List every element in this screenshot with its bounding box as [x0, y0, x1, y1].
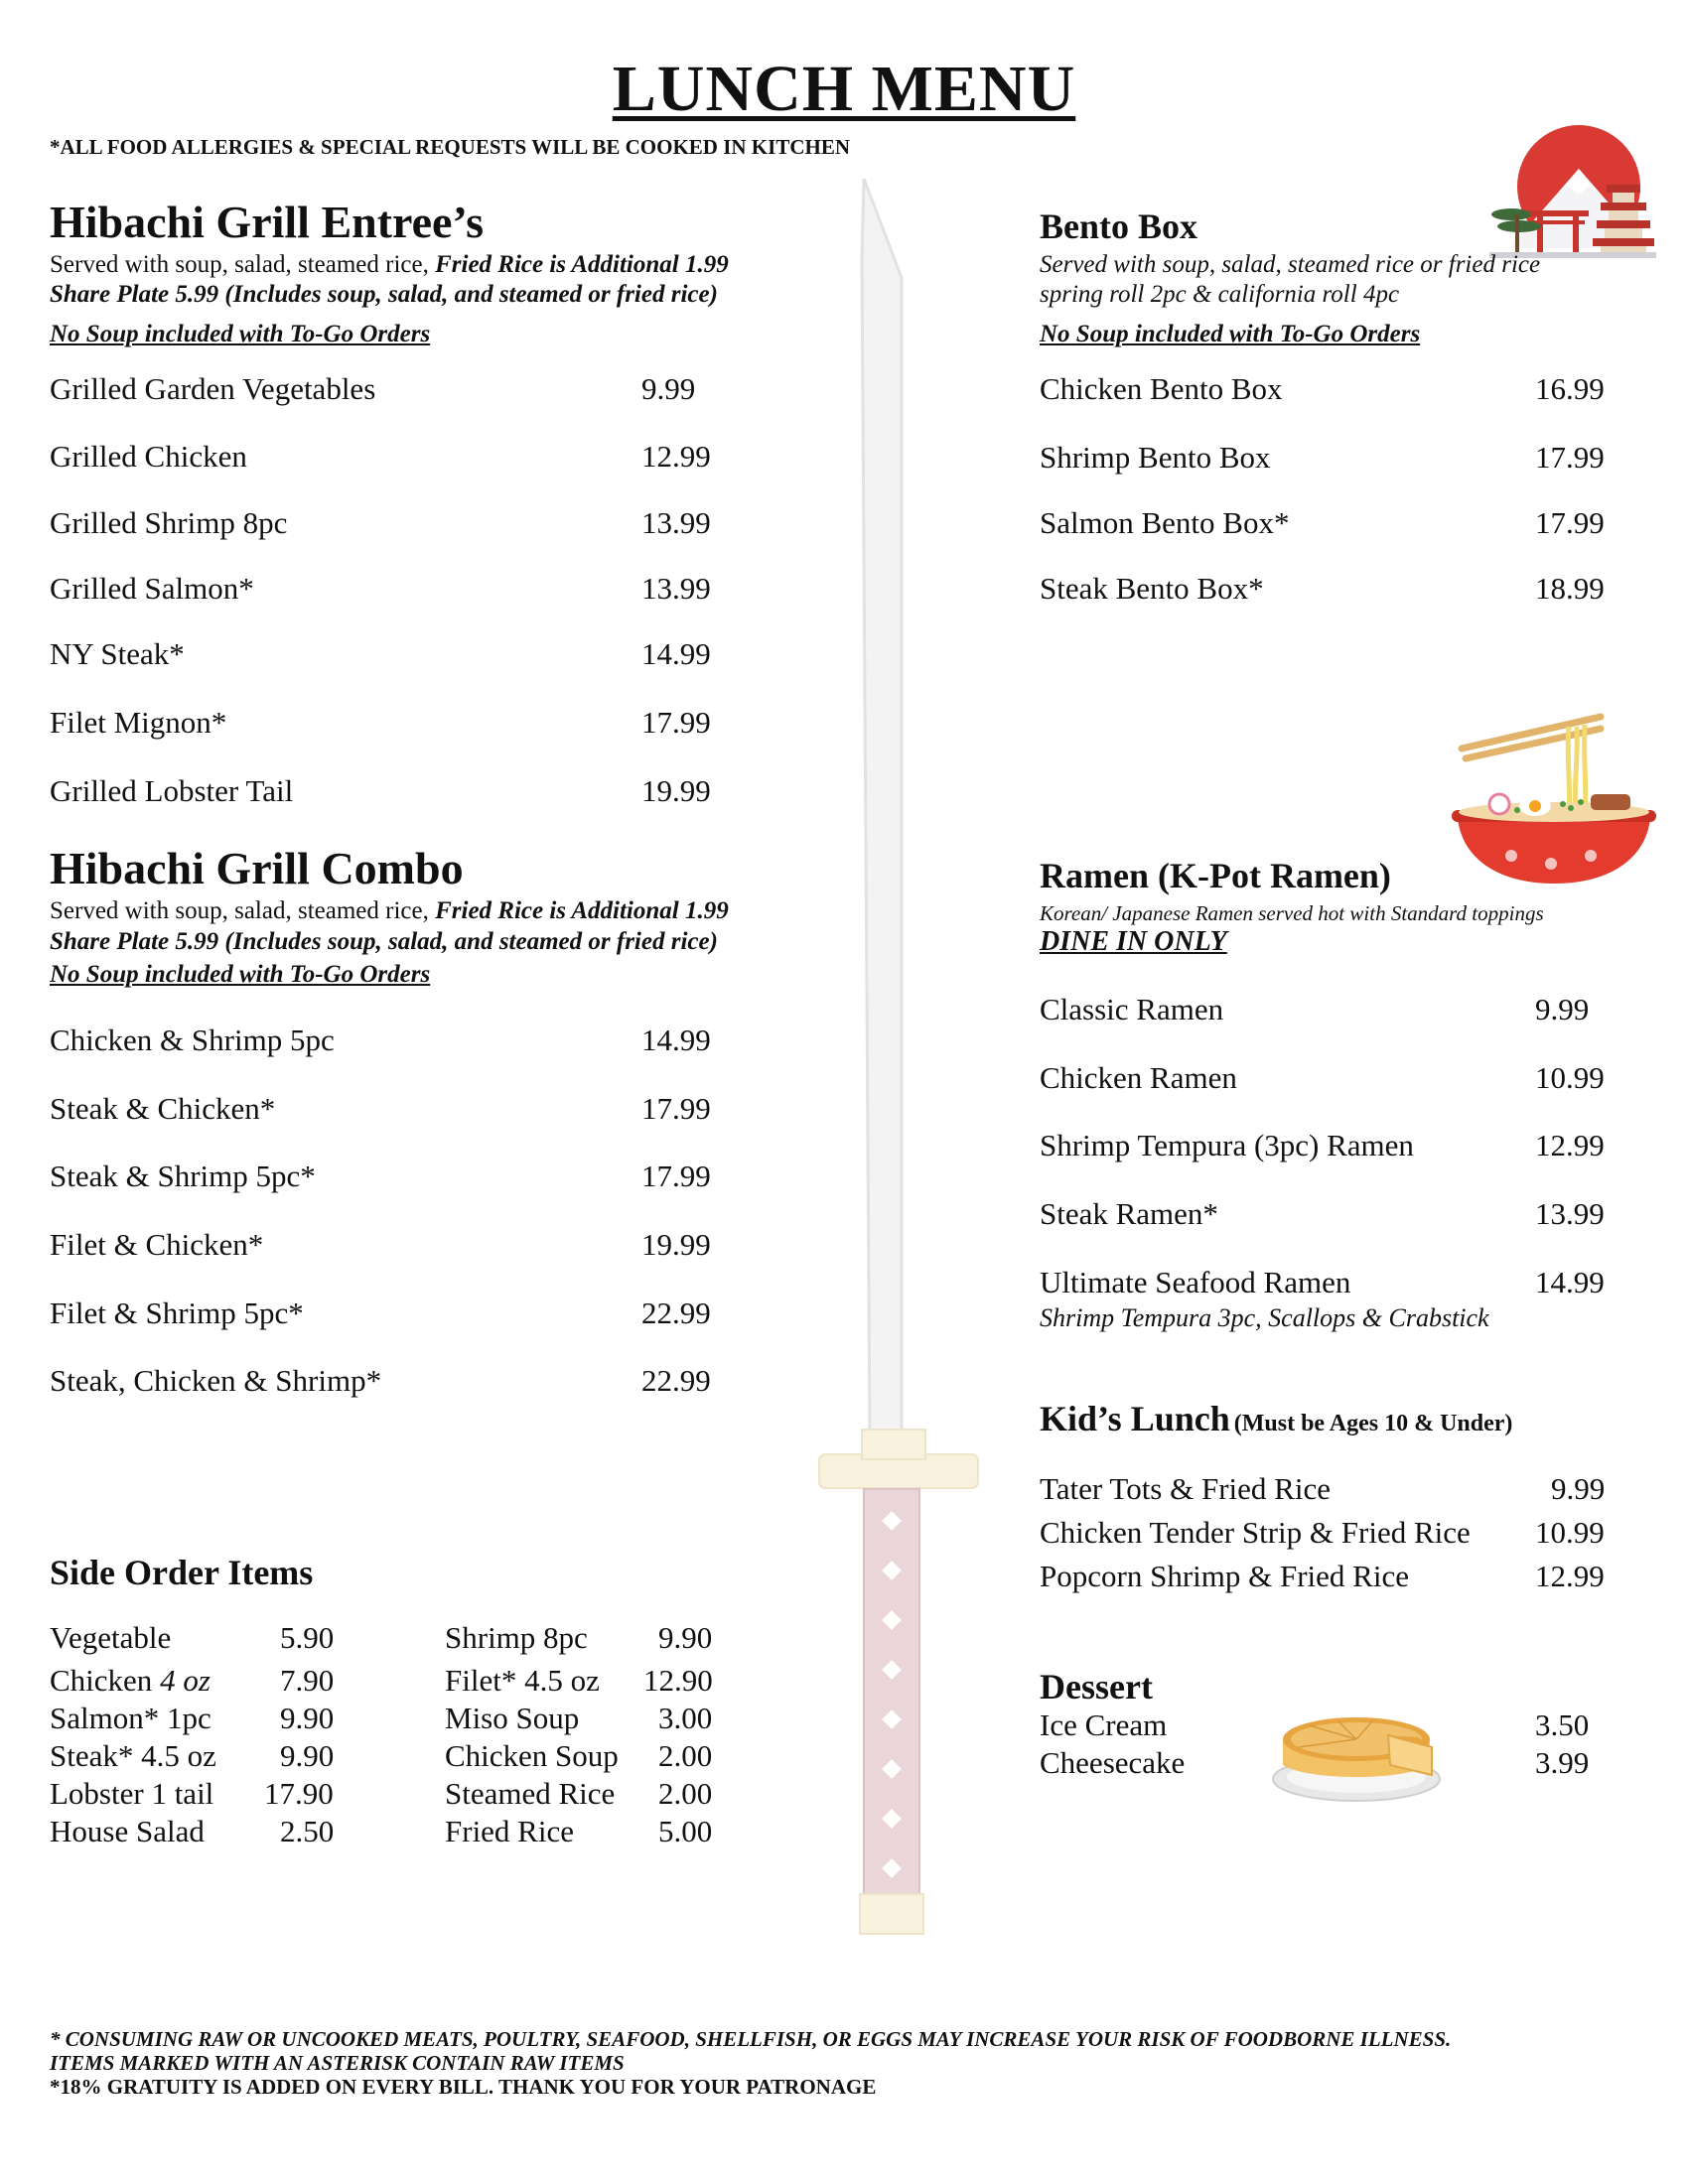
- entrees-fried-rice-note: Fried Rice is Additional 1.99: [435, 251, 729, 278]
- menu-item-name: Classic Ramen: [1040, 992, 1224, 1026]
- bento-togo-note: No Soup included with To-Go Orders: [1040, 321, 1421, 347]
- bento-title: Bento Box: [1040, 206, 1198, 246]
- footer-line-3: *18% GRATUITY IS ADDED ON EVERY BILL. THANK YOU FOR YOUR PATRONAGE: [50, 2075, 877, 2099]
- combo-subtitle-1: [50, 896, 729, 926]
- chopsticks: [1462, 717, 1601, 758]
- side-item-price: 17.90: [264, 1776, 334, 1811]
- menu-item-name: Grilled Shrimp 8pc: [50, 505, 288, 540]
- menu-item-price: 9.99: [1551, 1471, 1606, 1506]
- entrees-togo-note: No Soup included with To-Go Orders: [50, 321, 431, 347]
- menu-item-name: Filet & Shrimp 5pc*: [50, 1296, 304, 1330]
- menu-item-price: 17.99: [641, 1159, 711, 1193]
- menu-item-price: 12.99: [641, 439, 711, 474]
- menu-item-price: 19.99: [641, 773, 711, 808]
- side-item-name: Lobster 1 tail: [50, 1776, 214, 1811]
- side-item-price: 12.90: [643, 1663, 713, 1698]
- menu-item-price: 17.99: [1535, 440, 1605, 475]
- side-item-name: Shrimp 8pc: [445, 1620, 588, 1655]
- allergy-note: *ALL FOOD ALLERGIES & SPECIAL REQUESTS WILL BE COOKED IN KITCHEN: [50, 135, 850, 159]
- side-item-price: 9.90: [658, 1620, 713, 1655]
- entrees-title: Hibachi Grill Entree’s: [50, 197, 484, 247]
- menu-item-price: 10.99: [1535, 1060, 1605, 1095]
- side-item-price: 5.90: [280, 1620, 335, 1655]
- page-title: [0, 52, 1688, 127]
- side-item-name: Fried Rice: [445, 1814, 574, 1848]
- kids-title: [1040, 1398, 1512, 1439]
- side-item-name: House Salad: [50, 1814, 205, 1848]
- menu-item-price: 10.99: [1535, 1515, 1605, 1550]
- side-item-price: 2.00: [658, 1738, 713, 1773]
- side-item-name: Miso Soup: [445, 1701, 580, 1735]
- menu-item-price: 13.99: [641, 505, 711, 540]
- side-item-price: 7.90: [280, 1663, 335, 1698]
- japanese-temple-illustration: [1489, 117, 1656, 268]
- menu-item-price: 18.99: [1535, 571, 1605, 606]
- footer-disclaimer: [50, 2027, 1451, 2099]
- menu-item-name: Ice Cream: [1040, 1707, 1168, 1742]
- menu-item-name: NY Steak*: [50, 636, 185, 671]
- dessert-title: Dessert: [1040, 1667, 1153, 1706]
- menu-item-price: 12.99: [1535, 1128, 1605, 1162]
- menu-item-name: Chicken Tender Strip & Fried Rice: [1040, 1515, 1471, 1550]
- sides-title: Side Order Items: [50, 1553, 314, 1592]
- menu-item-price: 22.99: [641, 1363, 711, 1398]
- footer-line-1: * CONSUMING RAW OR UNCOOKED MEATS, POULTRY, SEAFOOD, SHELLFISH, OR EGGS MAY INCREASE YOUR RISK OF FOODBORNE ILLNESS.: [50, 2027, 1452, 2051]
- menu-item-name: Filet Mignon*: [50, 705, 227, 740]
- katana-illustration: [814, 179, 983, 1985]
- ramen-seafood-note: Shrimp Tempura 3pc, Scallops & Crabstick: [1040, 1303, 1489, 1332]
- menu-item-name: Chicken & Shrimp 5pc: [50, 1023, 335, 1057]
- menu-item-price: 3.99: [1535, 1745, 1590, 1780]
- entrees-subtitle-1-text: Served with soup, salad, steamed rice,: [50, 251, 436, 278]
- ramen-bowl-illustration: [1452, 707, 1656, 886]
- menu-item-name: Chicken Bento Box: [1040, 371, 1283, 406]
- menu-item-price: 9.99: [1535, 992, 1590, 1026]
- kids-age-note: (Must be Ages 10 & Under): [1233, 1411, 1513, 1436]
- side-item-name: [50, 1663, 211, 1699]
- katana-collar: [862, 1430, 925, 1459]
- side-item-price: 2.50: [280, 1814, 335, 1848]
- side-item-portion: 4 oz: [160, 1663, 211, 1698]
- side-item-name: Vegetable: [50, 1620, 172, 1655]
- menu-item-price: 13.99: [1535, 1196, 1605, 1231]
- menu-item-name: Grilled Lobster Tail: [50, 773, 294, 808]
- side-item-price: 2.00: [658, 1776, 713, 1811]
- side-item-name-text: Chicken: [50, 1663, 161, 1698]
- menu-item-price: 17.99: [641, 705, 711, 740]
- menu-item-name: Grilled Garden Vegetables: [50, 371, 376, 406]
- menu-item-name: Cheesecake: [1040, 1745, 1186, 1780]
- menu-item-name: Shrimp Bento Box: [1040, 440, 1271, 475]
- side-item-price: 5.00: [658, 1814, 713, 1848]
- bento-subtitle-2: spring roll 2pc & california roll 4pc: [1040, 281, 1400, 308]
- page-title-text: LUNCH MENU: [612, 53, 1076, 125]
- menu-item-price: 17.99: [1535, 505, 1605, 540]
- side-item-name: Chicken Soup: [445, 1738, 619, 1773]
- side-item-price: 9.90: [280, 1738, 335, 1773]
- cheesecake-illustration: [1269, 1696, 1444, 1803]
- menu-item-name: Steak Ramen*: [1040, 1196, 1218, 1231]
- combo-subtitle-1-text: Served with soup, salad, steamed rice,: [50, 897, 436, 924]
- side-item-price: 3.00: [658, 1701, 713, 1735]
- bento-subtitle-1: Served with soup, salad, steamed rice or fried rice: [1040, 251, 1541, 278]
- menu-item-price: 17.99: [641, 1091, 711, 1126]
- combo-share-plate: Share Plate 5.99 (Includes soup, salad, and steamed or fried rice): [50, 928, 718, 955]
- side-item-name: Filet* 4.5 oz: [445, 1663, 600, 1698]
- side-item-name: Steamed Rice: [445, 1776, 616, 1811]
- menu-item-name: Steak Bento Box*: [1040, 571, 1264, 606]
- menu-item-price: 22.99: [641, 1296, 711, 1330]
- menu-item-name: Steak, Chicken & Shrimp*: [50, 1363, 382, 1398]
- menu-item-name: Steak & Chicken*: [50, 1091, 276, 1126]
- katana-pommel: [860, 1894, 923, 1934]
- ramen-dine-in-only: DINE IN ONLY: [1040, 926, 1227, 957]
- combo-title: Hibachi Grill Combo: [50, 843, 464, 893]
- entrees-share-plate: Share Plate 5.99 (Includes soup, salad, and steamed or fried rice): [50, 281, 718, 308]
- ramen-title: Ramen (K-Pot Ramen): [1040, 856, 1391, 895]
- menu-item-price: 14.99: [1535, 1265, 1605, 1299]
- entrees-subtitle-1: [50, 250, 729, 280]
- footer-line-2: ITEMS MARKED WITH AN ASTERISK CONTAIN RAW ITEMS: [50, 2051, 625, 2075]
- combo-togo-note: No Soup included with To-Go Orders: [50, 961, 431, 988]
- menu-item-name: Ultimate Seafood Ramen: [1040, 1265, 1351, 1299]
- menu-item-price: 13.99: [641, 571, 711, 606]
- menu-item-price: 9.99: [641, 371, 696, 406]
- side-item-price: 9.90: [280, 1701, 335, 1735]
- menu-item-price: 12.99: [1535, 1559, 1605, 1593]
- menu-item-name: Chicken Ramen: [1040, 1060, 1237, 1095]
- menu-item-price: 19.99: [641, 1227, 711, 1262]
- menu-item-name: Popcorn Shrimp & Fried Rice: [1040, 1559, 1409, 1593]
- combo-fried-rice-note: Fried Rice is Additional 1.99: [435, 897, 729, 924]
- menu-item-price: 16.99: [1535, 371, 1605, 406]
- katana-blade: [862, 179, 902, 1439]
- menu-item-name: Shrimp Tempura (3pc) Ramen: [1040, 1128, 1414, 1162]
- side-item-name: Salmon* 1pc: [50, 1701, 211, 1735]
- ramen-subtitle: Korean/ Japanese Ramen served hot with Standard toppings: [1040, 901, 1544, 925]
- menu-item-name: Steak & Shrimp 5pc*: [50, 1159, 316, 1193]
- kids-title-text: Kid’s Lunch: [1040, 1399, 1230, 1438]
- menu-item-price: 14.99: [641, 1023, 711, 1057]
- side-item-name: Steak* 4.5 oz: [50, 1738, 216, 1773]
- menu-item-name: Tater Tots & Fried Rice: [1040, 1471, 1331, 1506]
- menu-item-price: 3.50: [1535, 1707, 1590, 1742]
- bowl: [1458, 818, 1650, 884]
- menu-item-name: Grilled Chicken: [50, 439, 247, 474]
- pork-slice: [1591, 794, 1630, 810]
- narutomaki: [1489, 794, 1509, 814]
- katana-hilt: [864, 1489, 919, 1896]
- menu-item-name: Salmon Bento Box*: [1040, 505, 1290, 540]
- menu-item-name: Grilled Salmon*: [50, 571, 254, 606]
- menu-item-price: 14.99: [641, 636, 711, 671]
- menu-item-name: Filet & Chicken*: [50, 1227, 264, 1262]
